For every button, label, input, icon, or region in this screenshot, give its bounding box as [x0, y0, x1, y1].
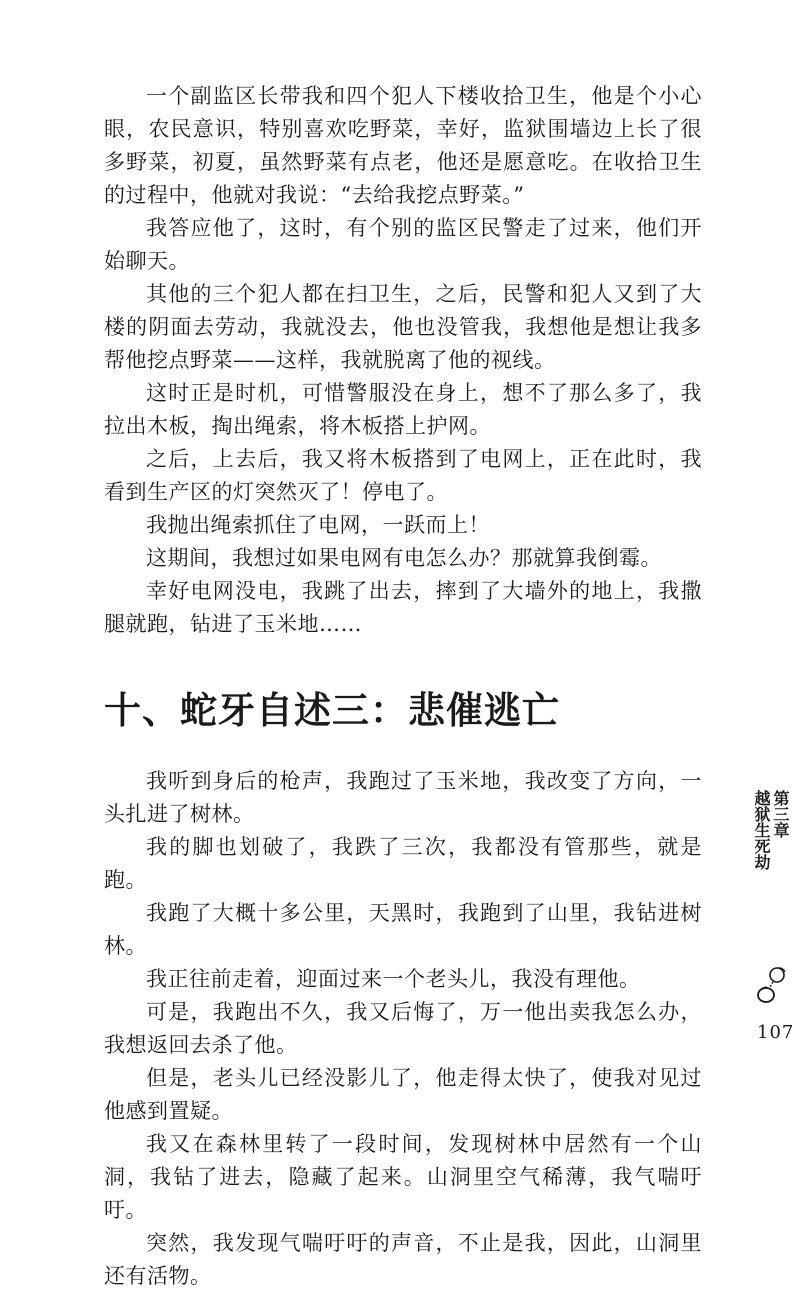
handcuffs-icon — [755, 965, 791, 1005]
paragraph: 突然，我发现气喘吁吁的声音，不止是我，因此，山洞里还有活物。 — [104, 1231, 702, 1288]
paragraph: 我又在森林里转了一段时间，发现树林中居然有一个山洞，我钻了进去，隐藏了起来。山洞里空气稀薄，我气喘吁吁。 — [104, 1132, 702, 1222]
paragraph: 幸好电网没电，我跳了出去，摔到了大墙外的地上，我撒腿就跑，钻进了玉米地…… — [104, 579, 702, 636]
paragraph: 但是，老头儿已经没影儿了，他走得太快了，使我对见过他感到置疑。 — [104, 1066, 702, 1123]
chapter-title: 越狱生死劫 — [752, 790, 771, 870]
paragraph: 一个副监区长带我和四个犯人下楼收拾卫生，他是个小心眼，农民意识，特别喜欢吃野菜，幸好，监狱围墙边上长了很多野菜，初夏，虽然野菜有点老，他还是愿意吃。在收拾卫生的过程中，他就对我说：“去给我挖点野菜。” — [104, 84, 702, 207]
paragraph: 可是，我跑出不久，我又后悔了，万一他出卖我怎么办，我想返回去杀了他。 — [104, 1000, 702, 1057]
chapter-number: 第三章 — [771, 790, 790, 838]
paragraph: 之后，上去后，我又将木板搭到了电网上，正在此时，我看到生产区的灯突然灭了！停电了。 — [104, 447, 702, 504]
section-title: 十、蛇牙自述三：悲催逃亡 — [104, 688, 560, 732]
paragraph: 这时正是时机，可惜警服没在身上，想不了那么多了，我拉出木板，掏出绳索，将木板搭上护网。 — [104, 381, 702, 438]
bottom-text-block — [104, 765, 702, 1293]
paragraph: 我答应他了，这时，有个别的监区民警走了过来，他们开始聊天。 — [104, 216, 702, 273]
paragraph: 我的脚也划破了，我跌了三次，我都没有管那些，就是跑。 — [104, 835, 702, 892]
paragraph: 我抛出绳索抓住了电网，一跃而上！ — [146, 513, 490, 537]
paragraph: 我听到身后的枪声，我跑过了玉米地，我改变了方向，一头扎进了树林。 — [104, 769, 702, 826]
page-number: 107 — [757, 1022, 795, 1043]
top-text-block — [104, 80, 702, 641]
paragraph: 其他的三个犯人都在扫卫生，之后，民警和犯人又到了大楼的阴面去劳动，我就没去，他也没管我，我想他是想让我多帮他挖点野菜——这样，我就脱离了他的视线。 — [104, 282, 702, 372]
chapter-side-tab — [752, 790, 790, 870]
paragraph: 这期间，我想过如果电网有电怎么办？那就算我倒霉。 — [146, 546, 662, 570]
paragraph: 我跑了大概十多公里，天黑时，我跑到了山里，我钻进树林。 — [104, 901, 702, 958]
paragraph: 我正往前走着，迎面过来一个老头儿，我没有理他。 — [146, 967, 641, 991]
